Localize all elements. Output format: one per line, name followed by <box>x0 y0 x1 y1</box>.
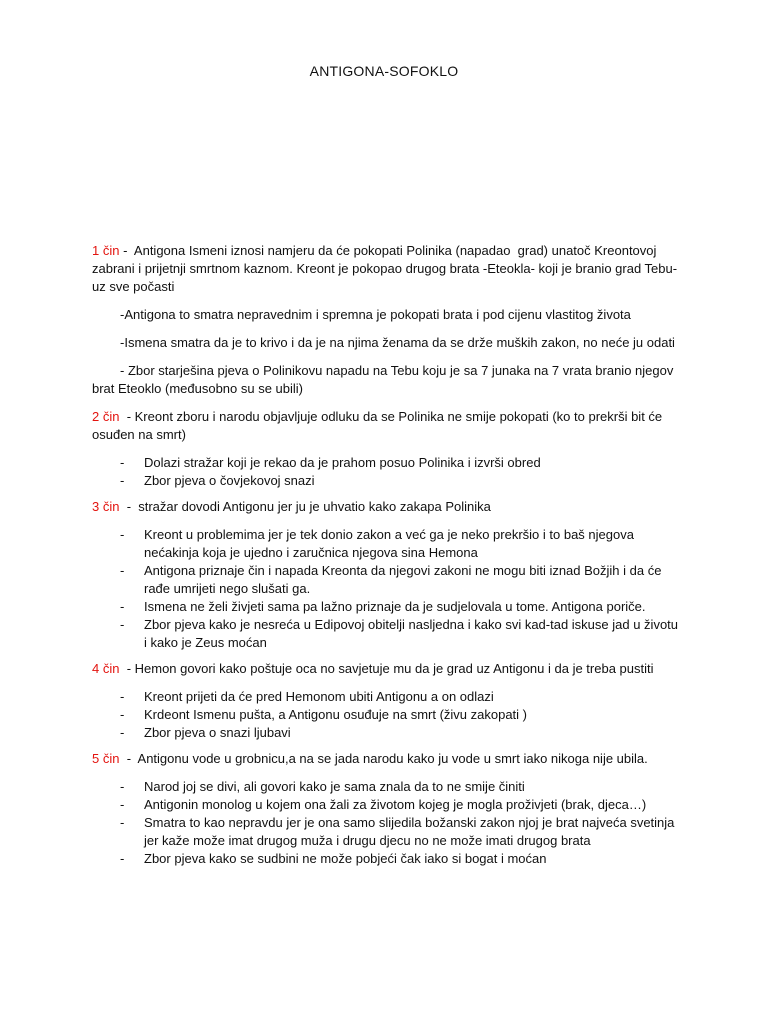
list-item <box>92 616 682 652</box>
list-item <box>92 850 682 868</box>
act-paragraph <box>92 660 682 678</box>
bullet-dash-icon: - <box>120 851 125 866</box>
act-bullet-list <box>92 688 682 742</box>
list-item <box>92 814 682 850</box>
act-summary-text: - Hemon govori kako poštuje oca no savjetuje mu da je grad uz Antigonu i da je treba pustiti <box>119 661 654 676</box>
act-paragraph <box>92 498 682 516</box>
act-paragraph <box>92 242 682 296</box>
list-item-text: Antigona priznaje čin i napada Kreonta da njegovi zakoni ne mogu biti iznad Božjih i da će rađe umrijeti nego slušati ga. <box>144 563 662 596</box>
act-label: 5 čin <box>92 751 120 766</box>
act-bullet-list <box>92 454 682 490</box>
list-item-text: Zbor pjeva kako se sudbini ne može pobjeći čak iako si bogat i moćan <box>144 851 547 866</box>
list-item-text: Ismena ne želi živjeti sama pa lažno priznaje da je sudjelovala u tome. Antigona poriče. <box>144 599 646 614</box>
list-item-text: Krdeont Ismenu pušta, a Antigonu osuđuje na smrt (živu zakopati ) <box>144 707 527 722</box>
list-item-text: Dolazi stražar koji je rekao da je prahom posuo Polinika i izvrši obred <box>144 455 541 470</box>
bullet-dash-icon: - <box>120 617 125 632</box>
act-paragraph <box>92 408 682 444</box>
act-label: 3 čin <box>92 499 120 514</box>
bullet-dash-icon: - <box>120 473 125 488</box>
list-item <box>92 778 682 796</box>
act-summary-text: - Antigona Ismeni iznosi namjeru da će pokopati Polinika (napadao grad) unatoč Kreontovoj zabrani i prijetnji smrtnom kaznom. Kreont je pokopao drugog brata -Eteokla- koji je branio grad Tebu- uz sve počasti <box>92 243 681 294</box>
act-summary-text: - stražar dovodi Antigonu jer ju je uhvatio kako zakapa Polinika <box>119 499 491 514</box>
bullet-dash-icon: - <box>120 689 125 704</box>
list-item-text: Kreont prijeti da će pred Hemonom ubiti Antigonu a on odlazi <box>144 689 494 704</box>
list-item <box>92 706 682 724</box>
list-item <box>92 526 682 562</box>
list-item <box>92 598 682 616</box>
list-item <box>92 562 682 598</box>
bullet-dash-icon: - <box>120 815 125 830</box>
list-item-text: Kreont u problemima jer je tek donio zakon a već ga je neko prekršio i to baš njegova nećakinja koja je ujedno i zaručnica njegova sina Hemona <box>144 527 634 560</box>
list-item-text: Zbor pjeva o snazi ljubavi <box>144 725 291 740</box>
document-title: ANTIGONA-SOFOKLO <box>309 63 459 79</box>
list-item <box>92 724 682 742</box>
act-label: 1 čin <box>92 243 120 258</box>
act-summary-text: - Antigonu vode u grobnicu,a na se jada narodu kako ju vode u smrt iako nikoga nije ubila. <box>119 751 648 766</box>
bullet-dash-icon: - <box>120 455 125 470</box>
document-body <box>92 242 682 876</box>
list-item-text: Zbor pjeva o čovjekovoj snazi <box>144 473 315 488</box>
act-sub-paragraph: -Antigona to smatra nepravednim i spremna je pokopati brata i pod cijenu vlastitog života <box>120 307 631 322</box>
list-item-text: Zbor pjeva kako je nesreća u Edipovoj obitelji nasljedna i kako svi kad-tad iskuse jad u životu i kako je Zeus moćan <box>144 617 679 650</box>
bullet-dash-icon: - <box>120 563 125 578</box>
bullet-dash-icon: - <box>120 797 125 812</box>
act-sub-paragraph: -Ismena smatra da je to krivo i da je na njima ženama da se drže muških zakon, no neće ju odati <box>120 335 675 350</box>
bullet-dash-icon: - <box>120 527 125 542</box>
act-sub-paragraph: - Zbor starješina pjeva o Polinikovu napadu na Tebu koju je sa 7 junaka na 7 vrata branio njegov brat Eteoklo (međusobno su se ubili) <box>92 363 674 396</box>
list-item <box>92 454 682 472</box>
list-item <box>92 472 682 490</box>
bullet-dash-icon: - <box>120 725 125 740</box>
list-item-text: Narod joj se divi, ali govori kako je sama znala da to ne smije činiti <box>144 779 525 794</box>
act-bullet-list <box>92 526 682 652</box>
act-paragraph <box>92 750 682 768</box>
list-item <box>92 796 682 814</box>
act-summary-text: - Kreont zboru i narodu objavljuje odluku da se Polinika ne smije pokopati (ko to prekrši bit će osuđen na smrt) <box>92 409 666 442</box>
act-label: 4 čin <box>92 661 120 676</box>
act-bullet-list <box>92 778 682 868</box>
bullet-dash-icon: - <box>120 599 125 614</box>
bullet-dash-icon: - <box>120 779 125 794</box>
list-item-text: Antigonin monolog u kojem ona žali za životom kojeg je mogla proživjeti (brak, djeca…) <box>144 797 647 812</box>
list-item <box>92 688 682 706</box>
act-label: 2 čin <box>92 409 120 424</box>
bullet-dash-icon: - <box>120 707 125 722</box>
list-item-text: Smatra to kao nepravdu jer je ona samo slijedila božanski zakon njoj je brat najveća svetinja jer kaže može imat drugog muža i drugu djecu no ne može imati drugog brata <box>144 815 675 848</box>
